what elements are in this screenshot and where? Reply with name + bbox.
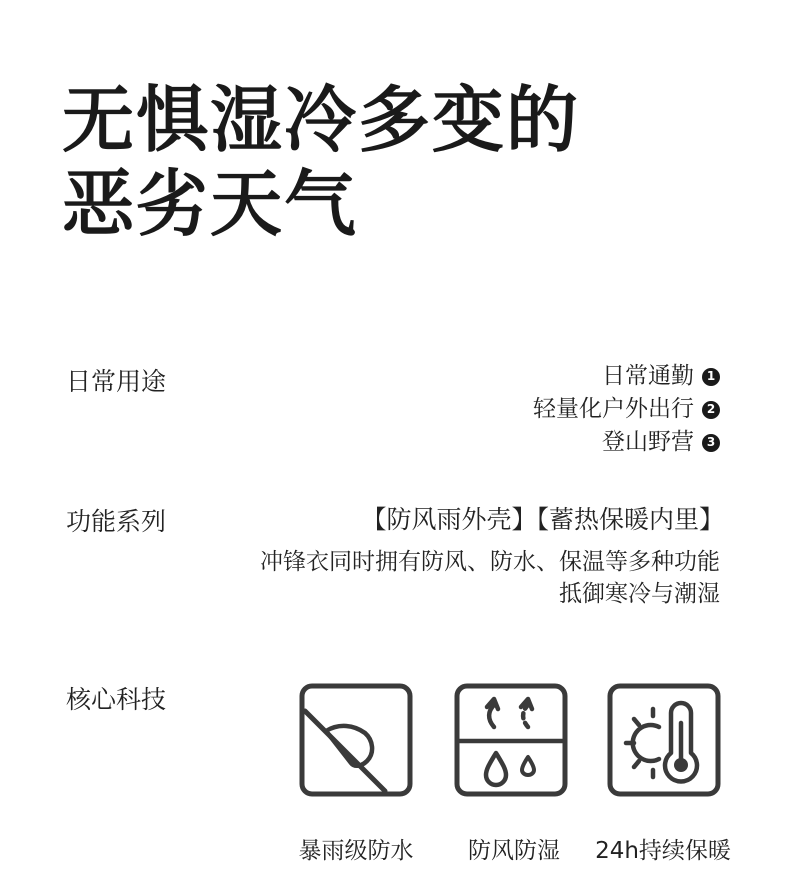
number-badge-icon: 3 (702, 434, 720, 452)
tech-item-label: 24h持续保暖 (595, 838, 731, 864)
windproof-moisture-icon (454, 683, 568, 797)
headline-line-1: 无惧湿冷多变的 (62, 78, 581, 162)
headline (62, 78, 580, 246)
function-desc-line-2: 抵御寒冷与潮湿 (559, 581, 720, 607)
function-title: 【防风雨外壳】【蓄热保暖内里】 (361, 505, 724, 534)
tech-item-label: 防风防湿 (468, 838, 560, 864)
tech-item-label: 暴雨级防水 (298, 838, 414, 864)
function-desc-line-1: 冲锋衣同时拥有防风、防水、保温等多种功能 (260, 549, 720, 575)
sun-thermometer-icon (607, 683, 721, 797)
number-badge-icon: 2 (702, 401, 720, 419)
usage-item-text: 轻量化户外出行 (533, 396, 694, 422)
number-badge-icon: 1 (702, 368, 720, 386)
usage-label: 日常用途 (66, 367, 167, 396)
usage-item (533, 360, 720, 393)
headline-line-2: 恶劣天气 (62, 162, 359, 246)
function-description (260, 546, 720, 610)
usage-item-text: 日常通勤 (602, 363, 694, 389)
usage-list (533, 360, 720, 459)
usage-item (533, 426, 720, 459)
function-label: 功能系列 (66, 507, 167, 536)
usage-item-text: 登山野营 (602, 429, 694, 455)
usage-item (533, 393, 720, 426)
waterproof-icon (299, 683, 413, 797)
tech-label: 核心科技 (66, 685, 167, 714)
